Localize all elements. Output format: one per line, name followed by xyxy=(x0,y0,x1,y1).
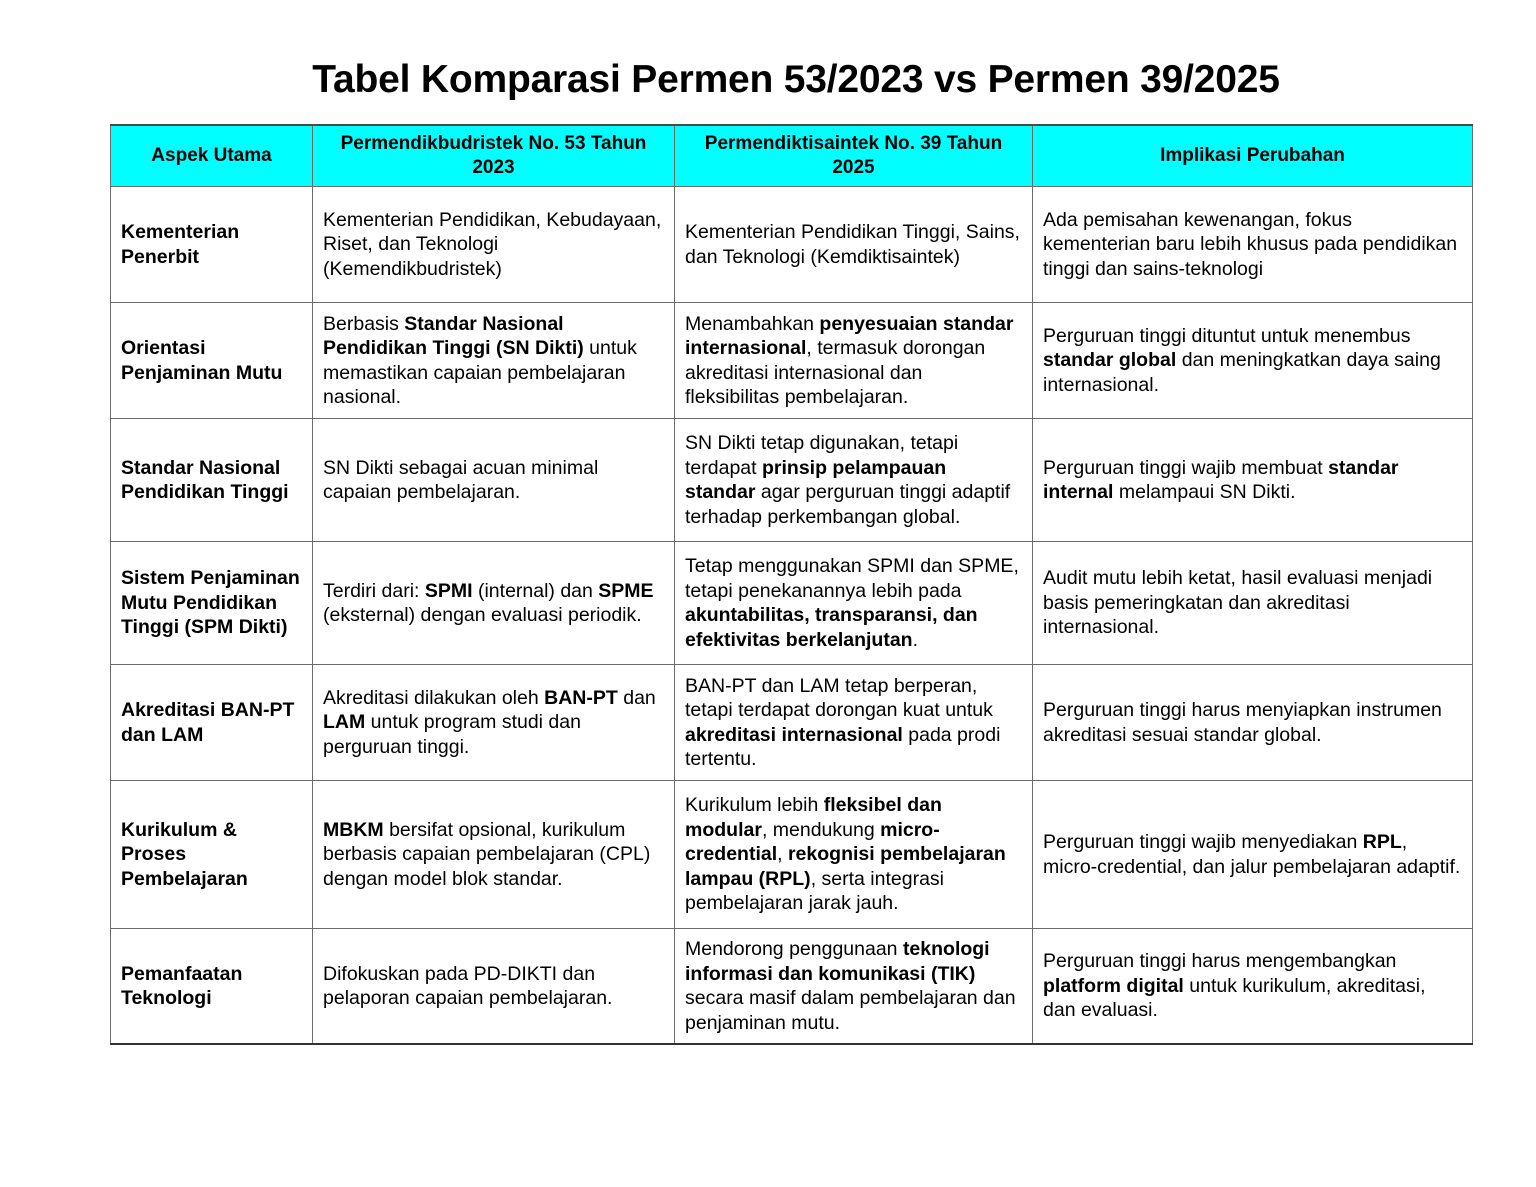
comparison-table xyxy=(110,124,1473,1045)
column-header-permen-39-2025: Permendiktisaintek No. 39 Tahun 2025 xyxy=(675,125,1033,187)
bold-emphasis: Standar Nasional Pendidikan Tinggi (SN Dikti) xyxy=(323,312,584,359)
permen39-cell: BAN-PT dan LAM tetap berperan, tetapi terdapat dorongan kuat untuk akreditasi internasional pada prodi tertentu. xyxy=(675,665,1033,781)
bold-emphasis: standar global xyxy=(1043,349,1177,372)
bold-emphasis: prinsip pelampauan standar xyxy=(685,456,947,503)
table-row xyxy=(111,781,1473,929)
bold-emphasis: RPL xyxy=(1362,831,1402,853)
table-header-row xyxy=(111,125,1473,187)
permen53-cell: SN Dikti sebagai acuan minimal capaian pembelajaran. xyxy=(313,419,675,542)
implication-cell: Perguruan tinggi harus mengembangkan platform digital untuk kurikulum, akreditasi, dan evaluasi. xyxy=(1033,929,1473,1045)
permen39-cell: Menambahkan penyesuaian standar internasional, termasuk dorongan akreditasi internasional dan fleksibilitas pembelajaran. xyxy=(675,303,1033,419)
bold-emphasis: penyesuaian standar internasional xyxy=(685,312,1014,359)
column-header-implication: Implikasi Perubahan xyxy=(1033,125,1473,187)
permen53-cell: Terdiri dari: SPMI (internal) dan SPME (eksternal) dengan evaluasi periodik. xyxy=(313,542,675,665)
bold-emphasis: rekognisi pembelajaran lampau (RPL) xyxy=(685,843,1006,890)
table-row xyxy=(111,187,1473,303)
permen39-cell: SN Dikti tetap digunakan, tetapi terdapat prinsip pelampauan standar agar perguruan tinggi adaptif terhadap perkembangan global. xyxy=(675,419,1033,542)
implication-cell: Perguruan tinggi harus menyiapkan instrumen akreditasi sesuai standar global. xyxy=(1033,665,1473,781)
bold-emphasis: SPMI xyxy=(424,579,473,602)
table-row xyxy=(111,665,1473,781)
aspect-cell: Sistem Penjaminan Mutu Pendidikan Tinggi (SPM Dikti) xyxy=(111,542,313,665)
implication-cell: Ada pemisahan kewenangan, fokus kementerian baru lebih khusus pada pendidikan tinggi dan sains-teknologi xyxy=(1033,187,1473,303)
bold-emphasis: BAN-PT xyxy=(544,686,618,709)
permen53-cell: Akreditasi dilakukan oleh BAN-PT dan LAM untuk program studi dan perguruan tinggi. xyxy=(313,665,675,781)
bold-emphasis: SPME xyxy=(598,579,654,602)
bold-emphasis: platform digital xyxy=(1043,974,1184,997)
aspect-cell: Akreditasi BAN-PT dan LAM xyxy=(111,665,313,781)
implication-cell: Perguruan tinggi wajib menyediakan RPL, micro-credential, dan jalur pembelajaran adaptif. xyxy=(1033,781,1473,929)
bold-emphasis: teknologi informasi dan komunikasi (TIK) xyxy=(685,938,990,985)
permen39-cell: Kurikulum lebih fleksibel dan modular, mendukung micro-credential, rekognisi pembelajaran lampau (RPL), serta integrasi pembelajaran jarak jauh. xyxy=(675,781,1033,929)
bold-emphasis: micro-credential xyxy=(685,818,940,866)
bold-emphasis: LAM xyxy=(323,711,366,734)
table-row xyxy=(111,929,1473,1045)
table-row xyxy=(111,419,1473,542)
permen53-cell: Berbasis Standar Nasional Pendidikan Tinggi (SN Dikti) untuk memastikan capaian pembelajaran nasional. xyxy=(313,303,675,419)
permen39-cell: Mendorong penggunaan teknologi informasi dan komunikasi (TIK) secara masif dalam pembelajaran dan penjaminan mutu. xyxy=(675,929,1033,1045)
page-title: Tabel Komparasi Permen 53/2023 vs Permen 39/2025 xyxy=(312,58,1280,101)
table-row xyxy=(111,303,1473,419)
aspect-cell: Kurikulum & Proses Pembelajaran xyxy=(111,781,313,929)
implication-cell: Perguruan tinggi wajib membuat standar internal melampaui SN Dikti. xyxy=(1033,419,1473,542)
bold-emphasis: fleksibel dan modular xyxy=(685,794,942,841)
aspect-cell: Orientasi Penjaminan Mutu xyxy=(111,303,313,419)
column-header-aspect: Aspek Utama xyxy=(111,125,313,187)
aspect-cell: Kementerian Penerbit xyxy=(111,187,313,303)
bold-emphasis: akreditasi internasional xyxy=(685,723,903,746)
permen53-cell: MBKM bersifat opsional, kurikulum berbasis capaian pembelajaran (CPL) dengan model blok standar. xyxy=(313,781,675,929)
bold-emphasis: standar internal xyxy=(1043,456,1399,503)
permen53-cell: Difokuskan pada PD-DIKTI dan pelaporan capaian pembelajaran. xyxy=(313,929,675,1045)
bold-emphasis: akuntabilitas, transparansi, dan efektivitas berkelanjutan xyxy=(685,604,978,651)
aspect-cell: Pemanfaatan Teknologi xyxy=(111,929,313,1045)
bold-emphasis: MBKM xyxy=(323,818,384,841)
permen39-cell: Tetap menggunakan SPMI dan SPME, tetapi penekanannya lebih pada akuntabilitas, transparansi, dan efektivitas berkelanjutan. xyxy=(675,542,1033,665)
column-header-permen-53-2023: Permendikbudristek No. 53 Tahun 2023 xyxy=(313,125,675,187)
implication-cell: Audit mutu lebih ketat, hasil evaluasi menjadi basis pemeringkatan dan akreditasi internasional. xyxy=(1033,542,1473,665)
implication-cell: Perguruan tinggi dituntut untuk menembus standar global dan meningkatkan daya saing internasional. xyxy=(1033,303,1473,419)
permen39-cell: Kementerian Pendidikan Tinggi, Sains, dan Teknologi (Kemdiktisaintek) xyxy=(675,187,1033,303)
table-row xyxy=(111,542,1473,665)
permen53-cell: Kementerian Pendidikan, Kebudayaan, Riset, dan Teknologi (Kemendikbudristek) xyxy=(313,187,675,303)
aspect-cell: Standar Nasional Pendidikan Tinggi xyxy=(111,419,313,542)
